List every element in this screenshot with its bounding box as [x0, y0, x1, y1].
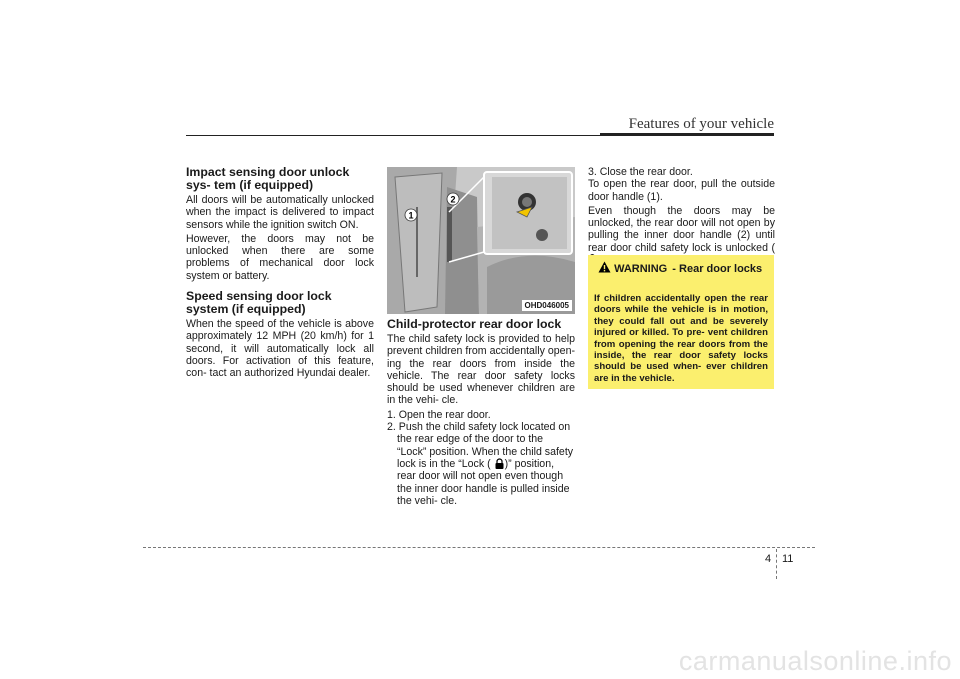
section-title: Features of your vehicle [628, 116, 774, 132]
step-2-text-b: )” position, rear door will not open even though the inner door handle is pulled inside the vehi- cle. [397, 457, 570, 507]
child-protector-heading: Child-protector rear door lock [387, 317, 562, 331]
warning-label: WARNING [614, 263, 668, 275]
callout-1: 1 [408, 210, 414, 221]
child-protector-paragraph: The child safety lock is provided to help prevent children from accidentally open- ing the rear doors from inside the vehicle. The rear door safety locks should be used whenever children are in the vehi- cle. [387, 333, 575, 407]
step-2 [387, 421, 575, 507]
header-rule-accent [600, 133, 774, 136]
speed-paragraph: When the speed of the vehicle is above approximately 12 MPH (20 km/h) for 1 second, it will automatically lock all doors. For activation of this feature, con- tact an authorized Hyundai dealer. [186, 318, 374, 380]
page-number: 11 [782, 553, 794, 565]
page-divider [776, 549, 777, 579]
chapter-number: 4 [765, 553, 772, 565]
warning-header [598, 261, 768, 275]
lock-icon [494, 458, 505, 469]
impact-paragraph-2: However, the doors may not be unlocked when there are some problems of mechanical door lock system or battery. [186, 232, 374, 282]
speed-heading: Speed sensing door lock system (if equipped) [186, 289, 332, 317]
warning-title: - Rear door locks [672, 263, 763, 275]
warning-box [588, 255, 774, 389]
door-figure [387, 167, 575, 314]
column-left [186, 166, 374, 382]
footer-rule [143, 547, 815, 548]
impact-paragraph-1: All doors will be automatically unlocked when the impact is delivered to impact sensors while the ignition switch ON. [186, 194, 374, 231]
column-right [588, 166, 775, 268]
figure-code: OHD046005 [522, 300, 572, 311]
column-middle [387, 318, 575, 507]
warning-triangle-icon [598, 261, 611, 273]
impact-heading: Impact sensing door unlock sys- tem (if equipped) [186, 165, 350, 192]
warning-body: If children accidentally open the rear doors while the vehicle is in motion, they could fall out and be severely injured or killed. To pre- vent children from opening the rear doors from the inside, the rear door safety locks should be used when- ever children are in the vehicle. [594, 293, 768, 384]
callout-2: 2 [450, 194, 456, 205]
open-door-paragraph: To open the rear door, pull the outside door handle (1). [588, 178, 775, 203]
step-1: 1. Open the rear door. [387, 408, 491, 421]
door-illustration [387, 167, 575, 314]
unlock-text-a: Even though the doors may be unlocked, the rear door will not open by pulling the inner door handle (2) until rear door child safety lock is unlocked ( [588, 204, 775, 254]
step-3: 3. Close the rear door. [588, 166, 693, 178]
step-2-text-a: 2. Push the child safety lock located on the rear edge of the door to the “Lock” position. When the child safety lock is in the “Lock ( [387, 421, 574, 470]
watermark: carmanualsonline.info [678, 646, 952, 676]
